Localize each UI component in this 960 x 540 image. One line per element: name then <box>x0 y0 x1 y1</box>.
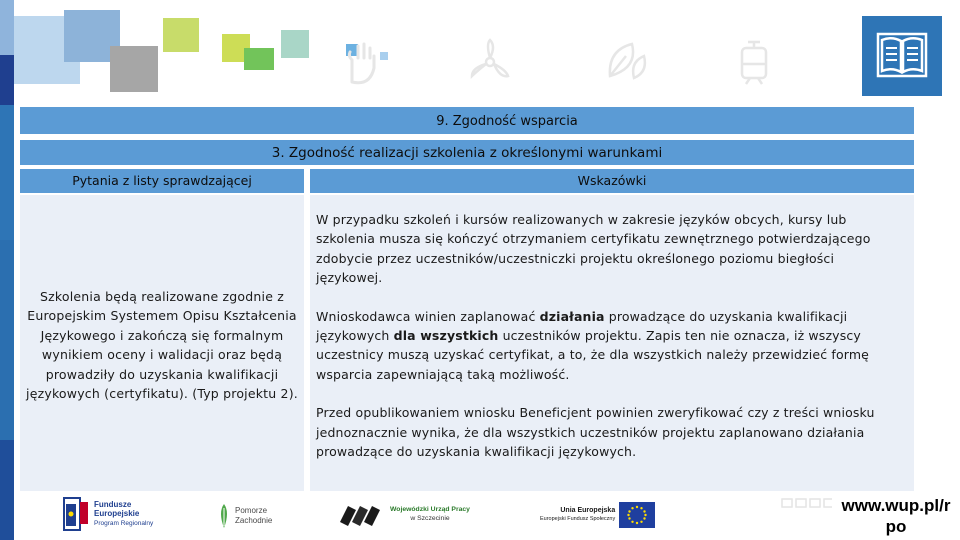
logo-fundusze-europejskie: Fundusze Europejskie Program Regionalny <box>62 496 153 532</box>
left-color-strip <box>0 0 14 540</box>
hints-text <box>316 210 898 480</box>
book-icon-box <box>862 16 942 96</box>
column-header-hints: Wskazówki <box>310 169 914 193</box>
logo-pomorze-zachodnie: Pomorze Zachodnie <box>216 502 272 530</box>
hint-paragraph-1: W przypadku szkoleń i kursów realizowanych w zakresie języków obcych, kursy lub szkolenia musza się kończyć otrzymaniem certyfikatu zewnętrznego potwierdzającego zdobycie przez uczestników/uczestniczki projektu określonego poziomu biegłości językowej. <box>316 212 871 286</box>
subsection-title: 3. Zgodność realizacji szkolenia z określonymi warunkami <box>20 140 914 165</box>
book-icon <box>862 16 942 96</box>
bold-text: dla wszystkich <box>393 328 499 344</box>
question-text: Szkolenia będą realizowane zgodnie z Europejskim Systemem Opisu Kształcenia Językowego i zakończą się formalnym wynikiem oceny i walidacji oraz będą prowadziły do uzyskania kwalifikacji językowych (certyfikatu). (Typ projektu 2). <box>26 289 298 402</box>
hand-icon <box>340 38 384 88</box>
eu-flag-icon <box>619 502 655 528</box>
propeller-icon <box>468 38 512 88</box>
hint-paragraph-2: Wnioskodawca winien zaplanować działania prowadzące do uzyskania kwalifikacji językowych dla wszystkich uczestników projektu. Zapis ten nie oznacza, iż wszyscy uczestnicy muszą uzyskać certyfikat, a to, że dla wszystkich należy przewidzieć formę wsparcia zapewniającą taką możliwość. <box>316 308 869 382</box>
bold-text: działania <box>539 308 605 324</box>
wup-blocks-icon <box>338 500 388 528</box>
deco-square-green <box>244 48 274 70</box>
logo-unia-europejska: Unia Europejska Europejski Fundusz Społeczny <box>540 502 655 528</box>
column-header-questions: Pytania z listy sprawdzającej <box>20 169 304 193</box>
fe-flag-icon <box>62 496 90 532</box>
faded-text-decoration <box>780 495 840 511</box>
section-title: 9. Zgodność wsparcia <box>20 107 914 134</box>
hint-paragraph-3: Przed opublikowaniem wniosku Beneficjent powinien zweryfikować czy z treści wniosku jednoznacznie wynika, że dla wszystkich uczestników projektu zaplanowano działania prowadzące do uzyskania kwalifikacji językowych. <box>316 405 875 460</box>
website-url-link[interactable]: www.wup.pl/r po <box>832 493 960 540</box>
pomorze-leaf-icon <box>216 502 232 530</box>
deco-square-lime <box>163 18 199 52</box>
deco-square-gray <box>110 46 158 92</box>
deco-square-mint <box>281 30 309 58</box>
tram-icon <box>732 38 776 88</box>
logo-wup-szczecin: Wojewódzki Urząd Pracy w Szczecinie <box>338 500 470 528</box>
leaf-icon <box>604 38 648 88</box>
